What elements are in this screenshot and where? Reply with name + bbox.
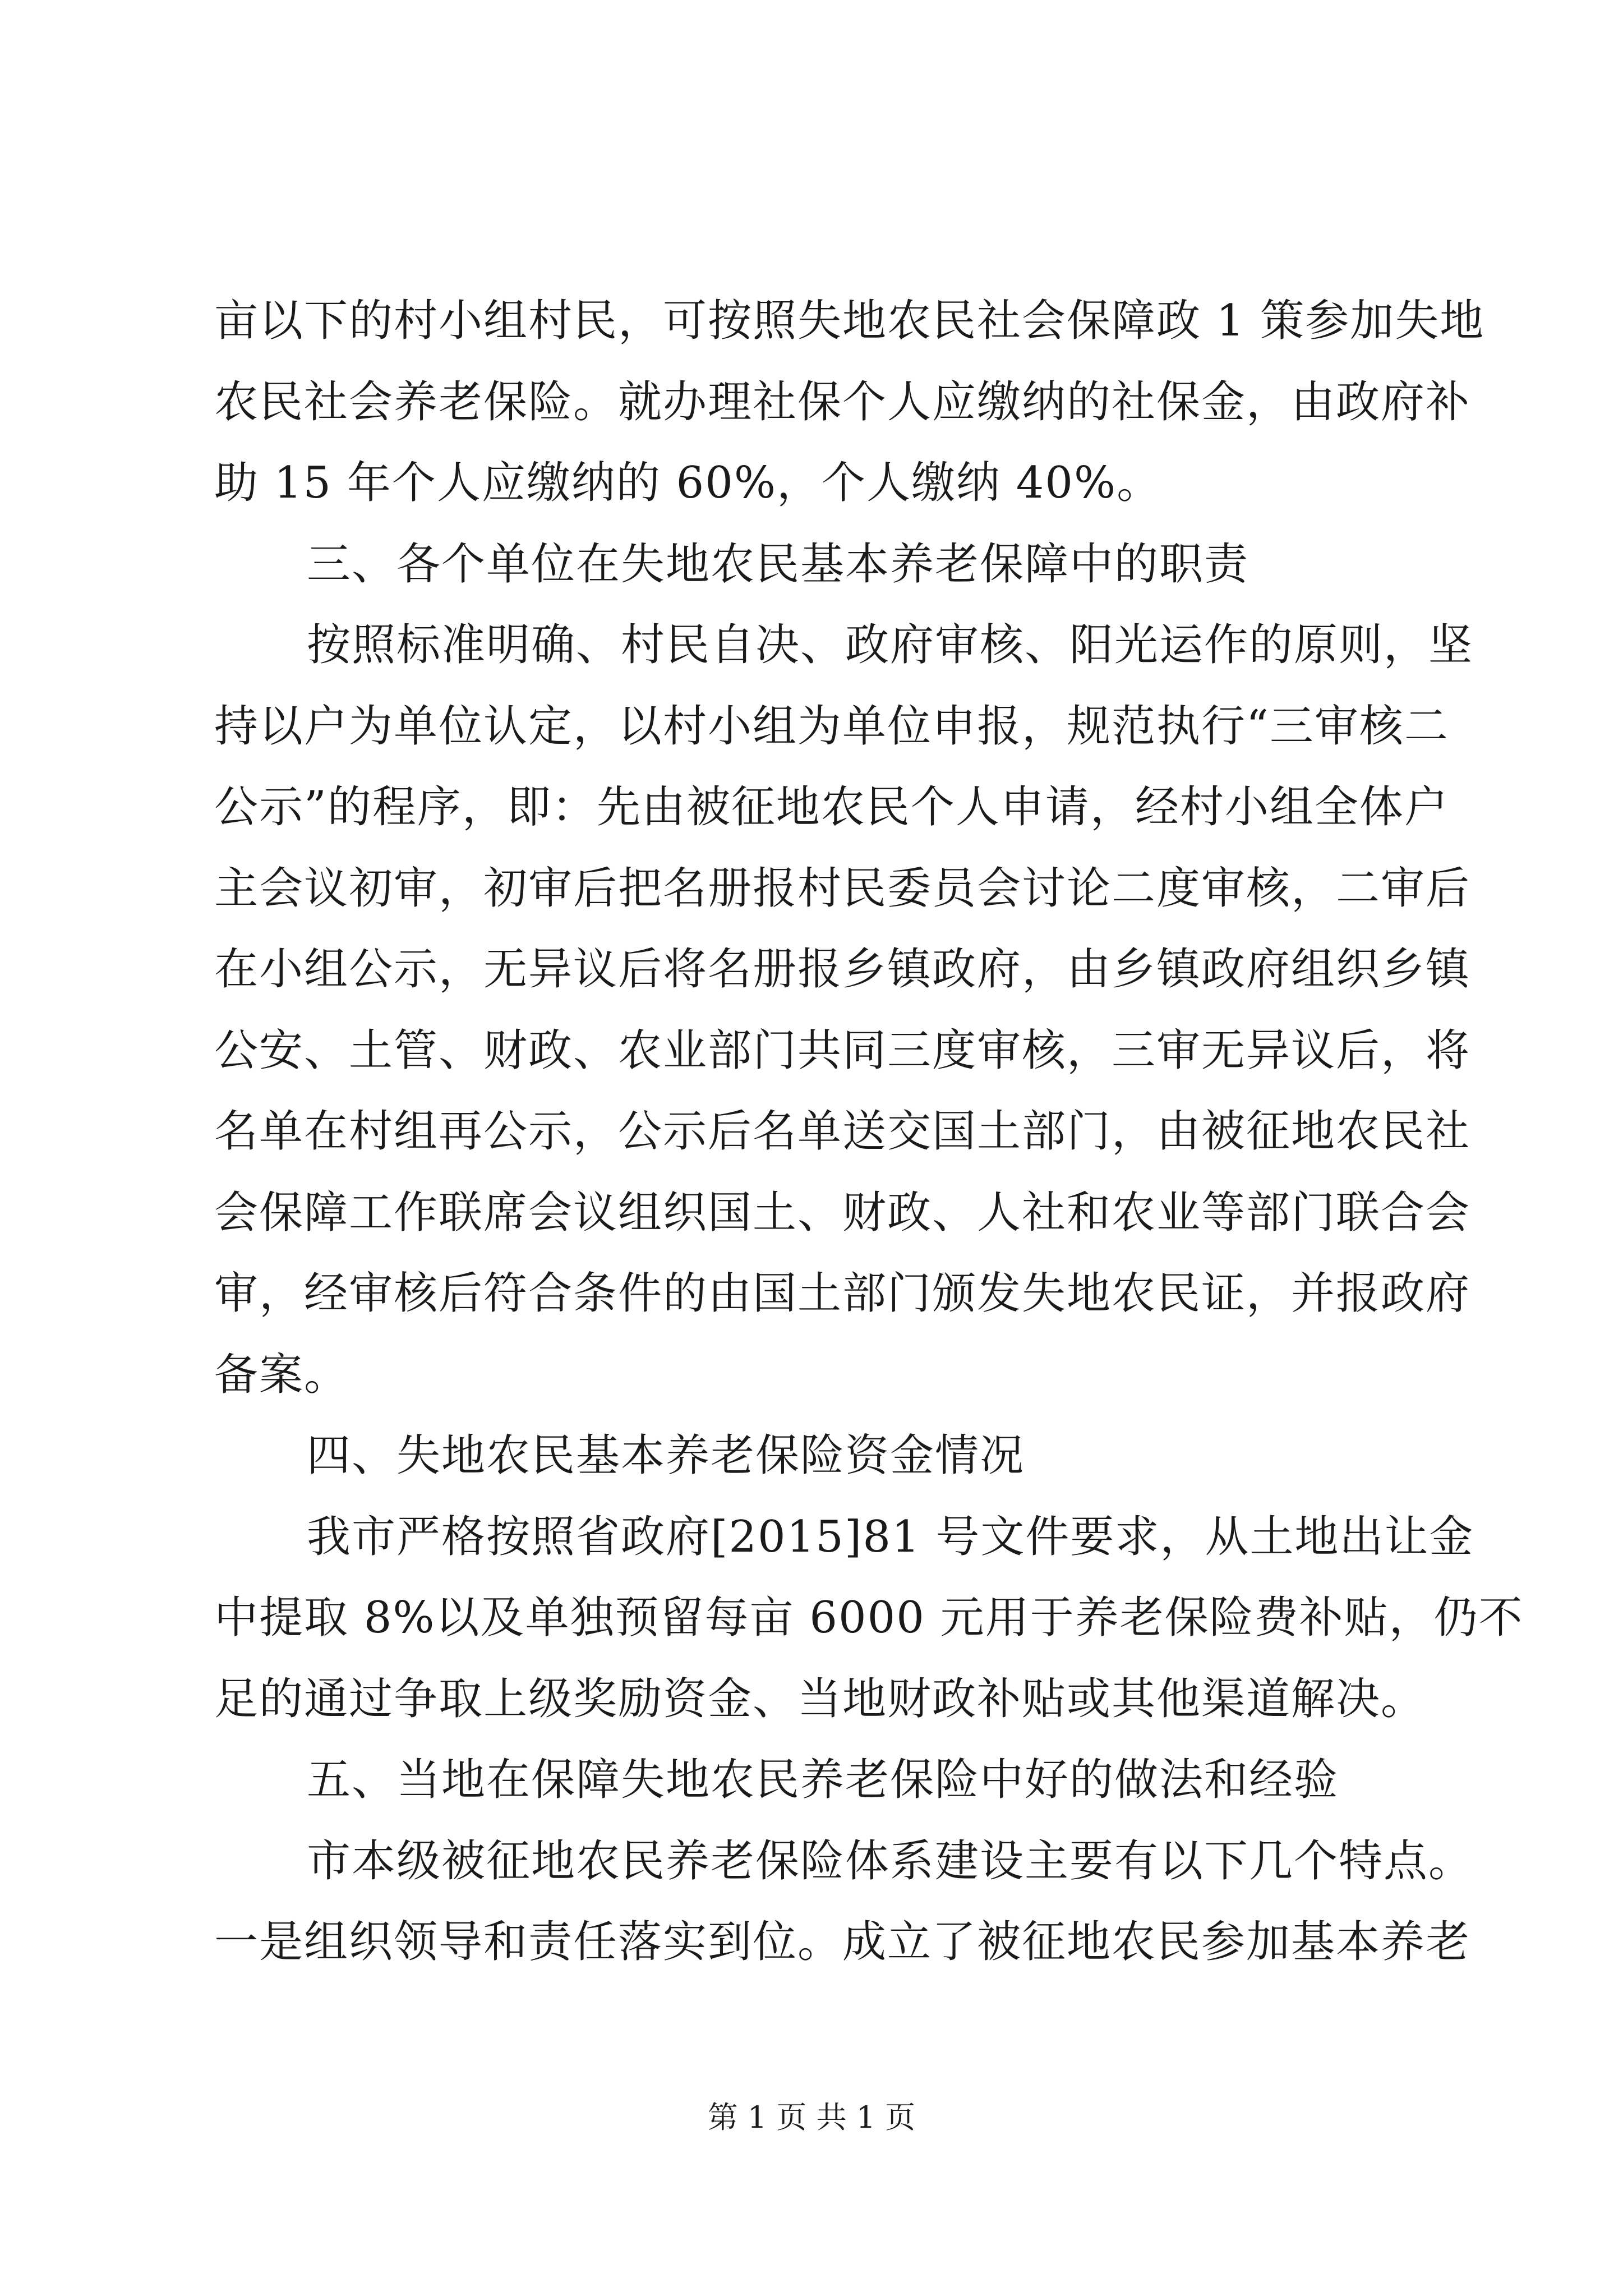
paragraph-first-line: 我市严格按照省政府[2015]81 号文件要求，从土地出让金 [307,1511,1474,1562]
text-line: 主会议初审，初审后把名册报村民委员会讨论二度审核，二审后 [214,863,1471,914]
text-line: 足的通过争取上级奖励资金、当地财政补贴或其他渠道解决。 [214,1673,1426,1724]
text-line: 在小组公示，无异议后将名册报乡镇政府，由乡镇政府组织乡镇 [214,944,1471,995]
paragraph-first-line: 按照标准明确、村民自决、政府审核、阳光运作的原则，坚 [307,620,1474,670]
section-heading: 五、当地在保障失地农民养老保险中好的做法和经验 [307,1755,1339,1805]
text-line: 会保障工作联席会议组织国土、财政、人社和农业等部门联合会 [214,1187,1471,1238]
text-line: 助 15 年个人应缴纳的 60%，个人缴纳 40%。 [214,458,1162,508]
text-line: 持以户为单位认定，以村小组为单位申报，规范执行“三审核二 [214,701,1449,752]
paragraph-first-line: 市本级被征地农民养老保险体系建设主要有以下几个特点。 [307,1835,1474,1887]
text-line: 一是组织领导和责任落实到位。成立了被征地农民参加基本养老 [214,1917,1471,1967]
text-line: 审，经审核后符合条件的由国土部门颁发失地农民证，并报政府 [214,1268,1471,1319]
text-line: 公安、土管、财政、农业部门共同三度审核，三审无异议后，将 [214,1025,1471,1076]
text-line: 公示”的程序，即：先由被征地农民个人申请，经村小组全体户 [214,782,1449,832]
page-footer: 第 1 页 共 1 页 [707,2100,916,2135]
document-body [214,280,1524,1983]
section-heading: 三、各个单位在失地农民基本养老保障中的职责 [307,539,1249,590]
text-line: 中提取 8%以及单独预留每亩 6000 元用于养老保险费补贴，仍不 [214,1593,1524,1643]
text-line: 亩以下的村小组村民，可按照失地农民社会保障政 1 策参加失地 [214,296,1485,346]
section-heading: 四、失地农民基本养老保险资金情况 [307,1430,1025,1481]
text-line: 农民社会养老保险。就办理社保个人应缴纳的社保金，由政府补 [214,376,1471,427]
text-line: 备案。 [214,1349,349,1400]
text-line: 名单在村组再公示，公示后名单送交国土部门，由被征地农民社 [214,1106,1471,1157]
